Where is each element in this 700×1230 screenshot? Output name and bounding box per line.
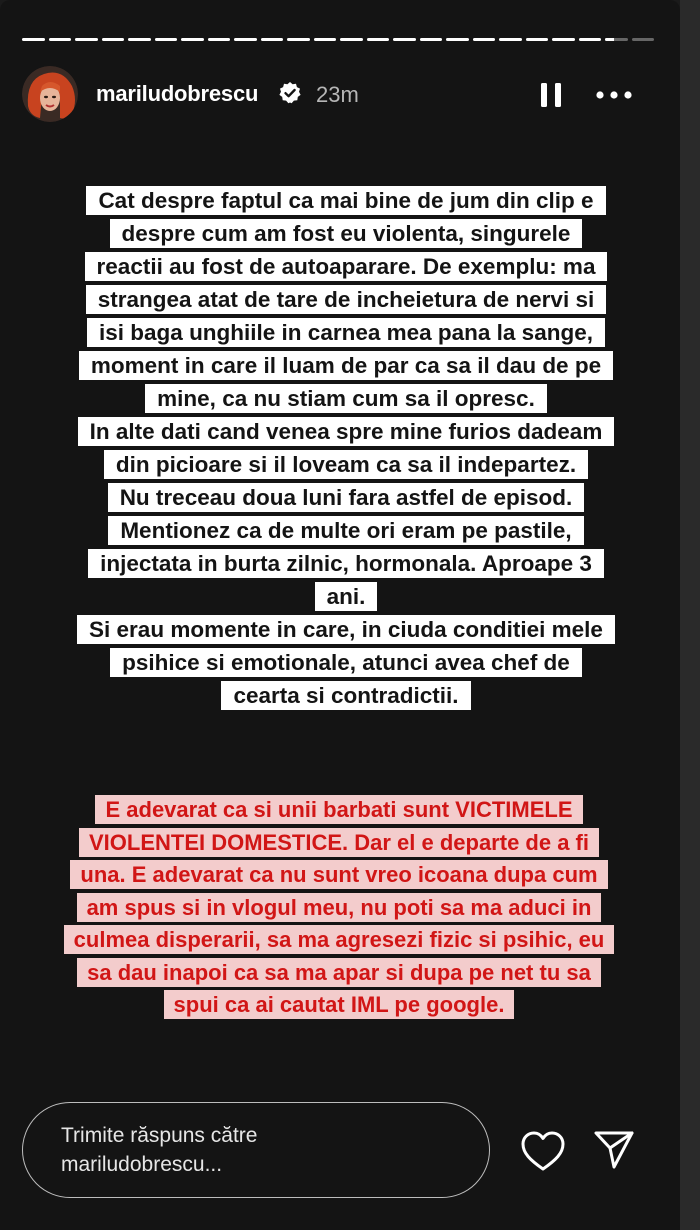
progress-segment bbox=[420, 38, 443, 41]
progress-segment-fill bbox=[181, 38, 204, 41]
caption-line: Si erau momente in care, in ciuda conditiei mele bbox=[77, 615, 615, 644]
progress-segment-fill bbox=[22, 38, 45, 41]
progress-segment bbox=[75, 38, 98, 41]
progress-segment-fill bbox=[579, 38, 602, 41]
progress-segment bbox=[314, 38, 337, 41]
progress-segment-fill bbox=[155, 38, 178, 41]
verified-badge-icon bbox=[278, 81, 302, 105]
progress-segment bbox=[632, 38, 655, 41]
reply-placeholder-line2: mariludobrescu... bbox=[61, 1153, 223, 1176]
caption-line: isi baga unghiile in carnea mea pana la sange, bbox=[87, 318, 605, 347]
pause-icon[interactable] bbox=[536, 80, 566, 110]
progress-segment bbox=[552, 38, 575, 41]
progress-segment bbox=[340, 38, 363, 41]
caption-line: In alte dati cand venea spre mine furios dadeam bbox=[78, 417, 615, 446]
progress-segment bbox=[605, 38, 628, 41]
caption-line-highlight: am spus si in vlogul meu, nu poti sa ma aduci in bbox=[77, 893, 602, 922]
progress-segment-fill bbox=[287, 38, 310, 41]
story-progress-bar bbox=[22, 38, 654, 41]
progress-segment-fill bbox=[552, 38, 575, 41]
progress-segment bbox=[155, 38, 178, 41]
caption-line-highlight: VIOLENTEI DOMESTICE. Dar el e departe de a fi bbox=[79, 828, 599, 857]
progress-segment-fill bbox=[340, 38, 363, 41]
caption-line: cearta si contradictii. bbox=[221, 681, 470, 710]
caption-line: Cat despre faptul ca mai bine de jum din clip e bbox=[86, 186, 605, 215]
progress-segment-fill bbox=[314, 38, 337, 41]
caption-line: strangea atat de tare de incheietura de nervi si bbox=[86, 285, 606, 314]
progress-segment-fill bbox=[446, 38, 469, 41]
caption-line: Mentionez ca de multe ori eram pe pastile, bbox=[108, 516, 583, 545]
progress-segment-fill bbox=[367, 38, 390, 41]
progress-segment-fill bbox=[473, 38, 496, 41]
progress-segment bbox=[393, 38, 416, 41]
avatar[interactable] bbox=[22, 66, 78, 122]
progress-segment bbox=[128, 38, 151, 41]
heart-icon[interactable] bbox=[520, 1130, 566, 1172]
caption-line: psihice si emotionale, atunci avea chef de bbox=[110, 648, 582, 677]
caption-line: reactii au fost de autoaparare. De exemplu: ma bbox=[85, 252, 608, 281]
caption-line-highlight: culmea disperarii, sa ma agresezi fizic si psihic, eu bbox=[64, 925, 615, 954]
progress-segment-fill bbox=[75, 38, 98, 41]
caption-line-highlight: spui ca ai cautat IML pe google. bbox=[164, 990, 515, 1019]
progress-segment-fill bbox=[261, 38, 284, 41]
progress-segment-fill bbox=[420, 38, 443, 41]
story-text-caption-pink bbox=[24, 794, 654, 1022]
reply-input[interactable] bbox=[22, 1102, 490, 1198]
progress-segment bbox=[181, 38, 204, 41]
post-time: 23m bbox=[316, 82, 359, 107]
caption-line-highlight: sa dau inapoi ca sa ma apar si dupa pe net tu sa bbox=[77, 958, 601, 987]
caption-line: moment in care il luam de par ca sa il dau de pe bbox=[79, 351, 613, 380]
story-text-caption-white bbox=[36, 184, 656, 712]
progress-segment bbox=[22, 38, 45, 41]
caption-line: injectata in burta zilnic, hormonala. Aproape 3 bbox=[88, 549, 604, 578]
caption-line: mine, ca nu stiam cum sa il opresc. bbox=[145, 384, 547, 413]
more-options-icon[interactable] bbox=[592, 80, 636, 110]
caption-line: Nu treceau doua luni fara astfel de episod. bbox=[108, 483, 585, 512]
caption-line: din picioare si il loveam ca sa il indepartez. bbox=[104, 450, 588, 479]
progress-segment bbox=[49, 38, 72, 41]
reply-placeholder-line1: Trimite răspuns către bbox=[61, 1124, 258, 1147]
avatar-photo-icon bbox=[22, 66, 78, 122]
progress-segment bbox=[261, 38, 284, 41]
progress-segment bbox=[208, 38, 231, 41]
progress-segment bbox=[579, 38, 602, 41]
progress-segment bbox=[367, 38, 390, 41]
progress-segment-fill bbox=[234, 38, 257, 41]
progress-segment bbox=[499, 38, 522, 41]
progress-segment-fill bbox=[393, 38, 416, 41]
send-icon[interactable] bbox=[592, 1128, 636, 1172]
caption-line: ani. bbox=[315, 582, 378, 611]
progress-segment-fill bbox=[526, 38, 549, 41]
progress-segment-fill bbox=[102, 38, 125, 41]
progress-segment-fill bbox=[128, 38, 151, 41]
progress-segment-fill bbox=[208, 38, 231, 41]
progress-segment bbox=[473, 38, 496, 41]
caption-line: despre cum am fost eu violenta, singurele bbox=[110, 219, 583, 248]
caption-line-highlight: una. E adevarat ca nu sunt vreo icoana dupa cum bbox=[70, 860, 607, 889]
username-link[interactable]: mariludobrescu bbox=[96, 81, 259, 106]
progress-segment-fill bbox=[605, 38, 614, 41]
progress-segment bbox=[234, 38, 257, 41]
progress-segment-fill bbox=[499, 38, 522, 41]
progress-segment bbox=[287, 38, 310, 41]
progress-segment-fill bbox=[49, 38, 72, 41]
progress-segment bbox=[446, 38, 469, 41]
story-header bbox=[22, 66, 662, 122]
adjacent-story-edge bbox=[680, 0, 700, 1230]
progress-segment bbox=[526, 38, 549, 41]
progress-segment bbox=[102, 38, 125, 41]
caption-line-highlight: E adevarat ca si unii barbati sunt VICTIMELE bbox=[95, 795, 582, 824]
